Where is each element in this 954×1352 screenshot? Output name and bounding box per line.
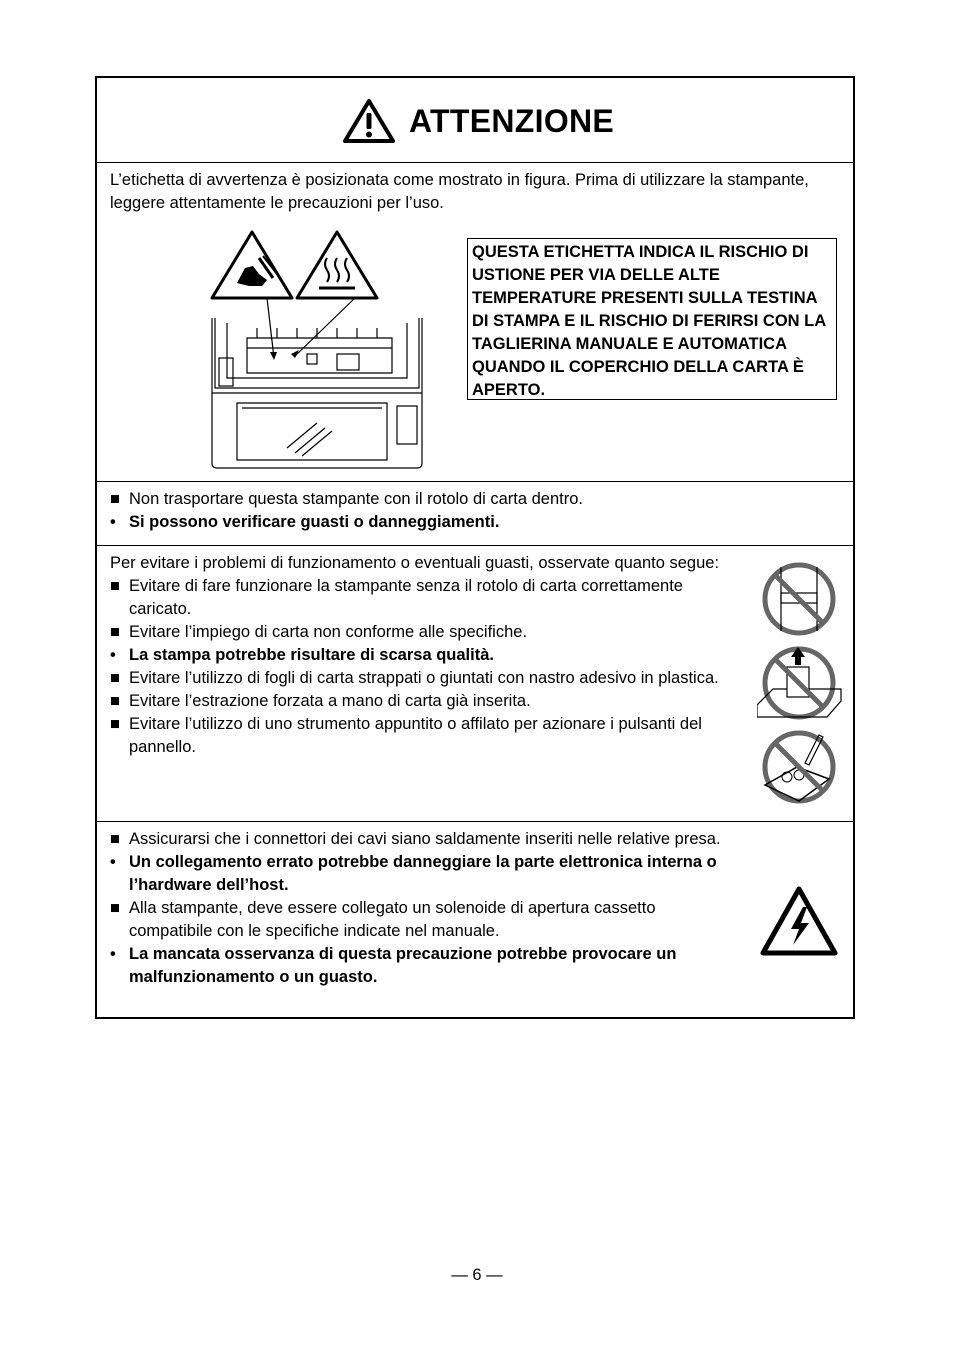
- page-title: ATTENZIONE: [409, 102, 615, 139]
- intro-text: L’etichetta di avvertenza è posizionata come mostrato in figura. Prima di utilizzare la stampante, leggere attentamente le precauzioni per l’uso.: [110, 171, 809, 212]
- list-item: ■ Evitare l’utilizzo di uno strumento appuntito o affilato per azionare i pulsanti del pannello.: [110, 715, 702, 756]
- list-item: ■ Alla stampante, deve essere collegato un solenoide di apertura cassetto compatibile con le specifiche indicate nel manuale.: [110, 899, 656, 940]
- prohibition-icons: [757, 561, 843, 818]
- transport-section: [97, 481, 853, 546]
- connection-list: [110, 828, 740, 989]
- warning-triangle-icon: [343, 98, 395, 144]
- label-callout: QUESTA ETICHETTA INDICA IL RISCHIO DI USTIONE PER VIA DELLE ALTE TEMPERATURE PRESENTI SULLA TESTINA DI STAMPA E IL RISCHIO DI FERIRSI CON LA TAGLIERINA MANUALE E AUTOMATICA QUANDO IL COPERCHIO DELLA CARTA È APERTO.: [467, 238, 837, 400]
- usage-intro: Per evitare i problemi di funzionamento o eventuali guasti, osservate quanto segue:: [110, 554, 720, 572]
- no-empty-roll-icon: [765, 565, 833, 633]
- list-item: • La stampa potrebbe risultare di scarsa qualità.: [110, 646, 494, 664]
- electric-shock-icon-wrap: [759, 885, 839, 962]
- electric-shock-icon: [759, 885, 839, 957]
- caution-box: [95, 76, 855, 1019]
- cut-hazard-icon: [212, 232, 292, 298]
- list-item: ■ Evitare l’utilizzo di fogli di carta strappati o giuntati con nastro adesivo in plastica.: [110, 669, 719, 687]
- printer-illustration: [212, 318, 422, 468]
- hot-surface-icon: [297, 232, 377, 298]
- list-item: ■ Non trasportare questa stampante con il rotolo di carta dentro.: [110, 490, 583, 508]
- no-sharp-tool-icon: [765, 733, 833, 801]
- transport-list: [110, 488, 583, 534]
- list-item: ■ Evitare l’estrazione forzata a mano di carta già inserita.: [110, 692, 531, 710]
- title-section: [97, 78, 853, 163]
- list-item: • Si possono verificare guasti o danneggiamenti.: [110, 513, 500, 531]
- list-item: • La mancata osservanza di questa precauzione potrebbe provocare un malfunzionamento o un guasto.: [110, 945, 677, 986]
- connection-section: [97, 821, 853, 1017]
- usage-list: [110, 552, 740, 759]
- printer-figure: [207, 228, 447, 483]
- page-number: — 6 —: [451, 1266, 503, 1284]
- list-item: ■ Assicurarsi che i connettori dei cavi siano saldamente inseriti nelle relative presa.: [110, 830, 721, 848]
- list-item: ■ Evitare l’impiego di carta non conforme alle specifiche.: [110, 623, 528, 641]
- list-item: ■ Evitare di fare funzionare la stampante senza il rotolo di carta correttamente caricato.: [110, 577, 683, 618]
- list-item: • Un collegamento errato potrebbe danneggiare la parte elettronica interna o l’hardware dell’host.: [110, 853, 717, 894]
- no-pull-paper-icon: [757, 647, 841, 717]
- label-section: [97, 162, 853, 482]
- usage-section: [97, 545, 853, 822]
